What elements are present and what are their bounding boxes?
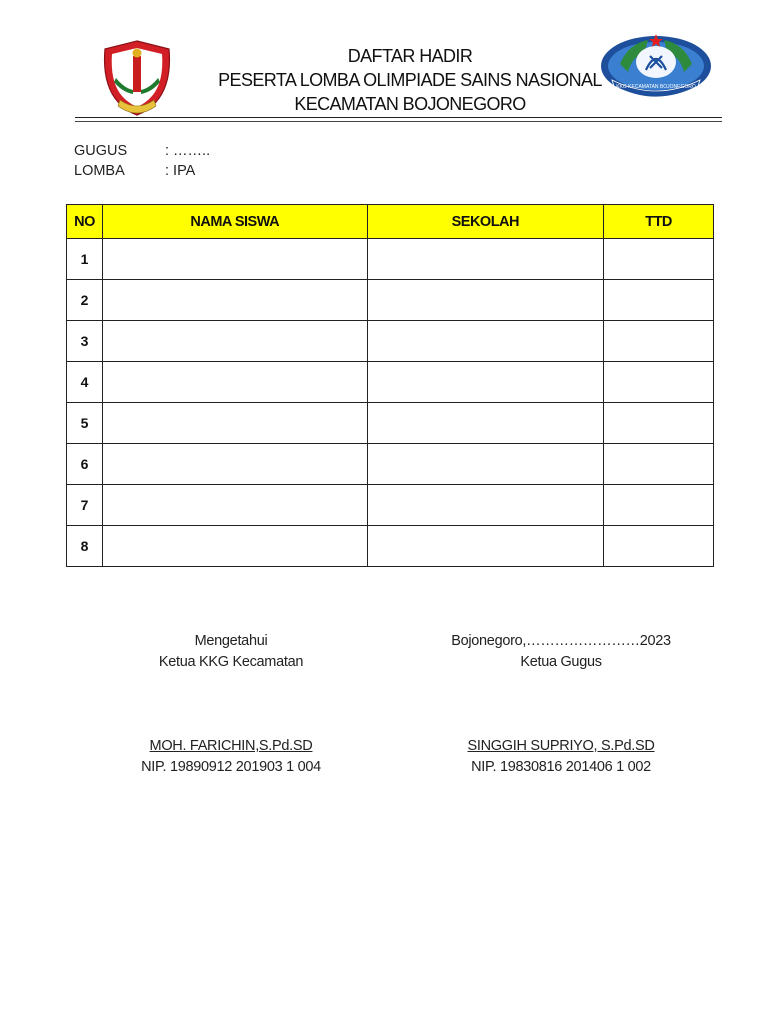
nama-cell[interactable] xyxy=(102,362,367,403)
nama-cell[interactable] xyxy=(102,321,367,362)
sekolah-cell[interactable] xyxy=(367,526,604,567)
table-row xyxy=(67,485,714,526)
row-number: 3 xyxy=(67,321,103,362)
header-no: NO xyxy=(67,205,103,239)
ttd-cell[interactable] xyxy=(604,280,714,321)
nama-cell[interactable] xyxy=(102,485,367,526)
sekolah-cell[interactable] xyxy=(367,280,604,321)
row-number: 2 xyxy=(67,280,103,321)
nama-cell[interactable] xyxy=(102,526,367,567)
lomba-value: : IPA xyxy=(165,163,196,179)
sekolah-cell[interactable] xyxy=(367,485,604,526)
left-signer-name: MOH. FARICHIN,S.Pd.SD xyxy=(149,738,313,754)
title-line-2: PESERTA LOMBA OLIMPIADE SAINS NASIONAL xyxy=(218,70,602,90)
table-row xyxy=(67,280,714,321)
table-row xyxy=(67,526,714,567)
left-signer-nip: NIP. 19890912 201903 1 004 xyxy=(141,759,321,775)
header-divider xyxy=(75,117,722,118)
ttd-cell[interactable] xyxy=(604,239,714,280)
table-row xyxy=(67,321,714,362)
table-row xyxy=(67,444,714,485)
ttd-cell[interactable] xyxy=(604,321,714,362)
row-number: 7 xyxy=(67,485,103,526)
sekolah-cell[interactable] xyxy=(367,321,604,362)
ttd-cell[interactable] xyxy=(604,444,714,485)
nama-cell[interactable] xyxy=(102,280,367,321)
sekolah-cell[interactable] xyxy=(367,239,604,280)
nama-cell[interactable] xyxy=(102,403,367,444)
row-number: 6 xyxy=(67,444,103,485)
sekolah-cell[interactable] xyxy=(367,403,604,444)
header-sekolah: SEKOLAH xyxy=(367,205,604,239)
table-row xyxy=(67,362,714,403)
sekolah-cell[interactable] xyxy=(367,362,604,403)
lomba-label: LOMBA xyxy=(74,163,125,179)
title-line-3: KECAMATAN BOJONEGORO xyxy=(294,94,526,114)
right-signer-nip: NIP. 19830816 201406 1 002 xyxy=(471,759,651,775)
left-sign-line-1: Mengetahui xyxy=(194,633,268,649)
gugus-value: : …….. xyxy=(165,143,211,159)
row-number: 4 xyxy=(67,362,103,403)
ttd-cell[interactable] xyxy=(604,403,714,444)
nama-cell[interactable] xyxy=(102,444,367,485)
header-ttd: TTD xyxy=(604,205,714,239)
attendance-table xyxy=(66,204,714,567)
nama-cell[interactable] xyxy=(102,239,367,280)
kkg-logo-text: KKG KECAMATAN BOJONEGORO xyxy=(616,84,696,90)
header-nama-siswa: NAMA SISWA xyxy=(102,205,367,239)
header-divider-thin xyxy=(75,121,722,122)
right-sign-line-1: Bojonegoro,……………………2023 xyxy=(451,633,671,649)
title-line-1: DAFTAR HADIR xyxy=(347,46,473,66)
table-header-row xyxy=(67,205,714,239)
right-signer-name: SINGGIH SUPRIYO, S.Pd.SD xyxy=(467,738,655,754)
row-number: 8 xyxy=(67,526,103,567)
ttd-cell[interactable] xyxy=(604,485,714,526)
row-number: 1 xyxy=(67,239,103,280)
gugus-label: GUGUS xyxy=(74,143,128,159)
ttd-cell[interactable] xyxy=(604,362,714,403)
right-sign-line-2: Ketua Gugus xyxy=(520,654,602,670)
left-sign-line-2: Ketua KKG Kecamatan xyxy=(158,654,304,670)
table-row xyxy=(67,403,714,444)
sekolah-cell[interactable] xyxy=(367,444,604,485)
table-row xyxy=(67,239,714,280)
ttd-cell[interactable] xyxy=(604,526,714,567)
row-number: 5 xyxy=(67,403,103,444)
